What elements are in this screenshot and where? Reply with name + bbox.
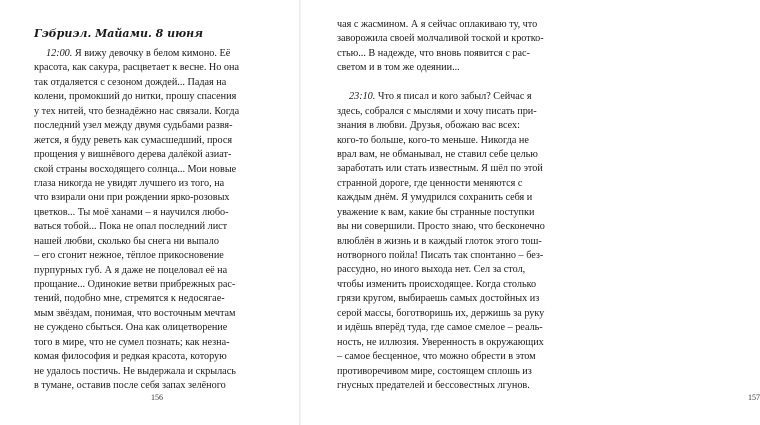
- text-line: [337, 235, 567, 249]
- text-line: [337, 61, 567, 75]
- line-text: светом и в том же одеянии...: [337, 62, 460, 74]
- line-text: не удалось постичь. Не выдержала и скрылась: [34, 365, 236, 377]
- line-text: последний узел между двумя судьбами развя-: [34, 120, 233, 132]
- text-line: [34, 177, 280, 191]
- line-text: не суждено сбыться. Она как олицетворение: [34, 322, 228, 334]
- line-text: Что я писал и кого забыл? Сейчас я: [375, 91, 532, 103]
- text-line: [34, 148, 280, 162]
- left-page-text: [34, 47, 280, 394]
- line-text: что взирали они при рождении ярко-розовых: [34, 192, 230, 204]
- line-text: гнусных предателей и бессовестных лгунов.: [337, 379, 530, 391]
- chapter-header: Гэбриэл. Майами. 8 июня: [34, 27, 203, 40]
- text-line: [337, 220, 567, 234]
- line-text: нотворного пойла! Писать так спонтанно – без-: [337, 250, 544, 261]
- time-stamp: 23:10.: [349, 91, 376, 103]
- line-text: – самое бесценное, что можно обрести в этом: [337, 351, 536, 363]
- line-text: стью... В надежде, что вновь появится с рас-: [337, 47, 530, 59]
- text-line: [337, 379, 567, 393]
- line-text: колени, промокший до нитки, прошу спасения: [34, 91, 237, 103]
- text-line: [34, 76, 280, 90]
- line-text: и идёшь вперёд туда, где самое смелое – реаль-: [337, 322, 543, 334]
- line-text: нашей любви, сколько бы снега ни выпало: [34, 235, 219, 247]
- text-line: [337, 292, 567, 306]
- text-line: [337, 134, 567, 148]
- line-text: чтобы изменить происходящее. Когда столько: [337, 278, 537, 290]
- line-text: заработать или стать известным. Я шёл по этой: [337, 163, 543, 175]
- text-line: [337, 18, 567, 32]
- text-line: [337, 191, 567, 205]
- line-text: рассудно, но иного выхода нет. Сел за стол,: [337, 264, 526, 276]
- text-line: [337, 90, 567, 104]
- text-line: [34, 90, 280, 104]
- left-page: [0, 0, 300, 425]
- line-text: красота, как сакура, расцветает к весне. Но она: [34, 62, 239, 74]
- text-line: [34, 292, 280, 306]
- text-line: [34, 119, 280, 133]
- text-line: [337, 148, 567, 162]
- line-text: странной дороге, где ценности меняются с: [337, 177, 523, 189]
- line-text: противоречивом мире, состоящем сплошь из: [337, 365, 532, 377]
- text-line: [34, 191, 280, 205]
- line-text: тений, подобно мне, стремятся к недосягае-: [34, 293, 225, 305]
- line-text: Я вижу девочку в белом кимоно. Её: [72, 48, 231, 59]
- text-line: [337, 365, 567, 379]
- text-line: [337, 177, 567, 191]
- text-line: [337, 336, 567, 350]
- text-line: [34, 379, 280, 393]
- text-line: [337, 263, 567, 277]
- page-number-right: 157: [748, 393, 760, 402]
- text-line: [337, 162, 567, 176]
- text-line: [337, 119, 567, 133]
- line-text: ваться тобой... Пока не опал последний лист: [34, 221, 228, 233]
- text-line: [34, 47, 280, 61]
- line-text: пурпурных губ. А я даже не поцеловал её на: [34, 264, 228, 276]
- line-text: серой массы, боготворишь их, держишь за руку: [337, 307, 545, 319]
- text-line: [34, 278, 280, 292]
- line-text: – его сгонит нежное, тёплое прикосновение: [34, 250, 224, 262]
- line-text: того в мире, что не сумел познать; как незна-: [34, 336, 230, 348]
- line-text: цветков... Ты моё ханами – я научился любо-: [34, 206, 229, 218]
- text-line: [34, 307, 280, 321]
- text-line: [34, 235, 280, 249]
- text-line: [337, 47, 567, 61]
- line-text: здесь, собрался с мыслями и хочу писать при-: [337, 105, 537, 117]
- page-number-left: 156: [151, 393, 163, 402]
- line-text: комая философия и редкая красота, которую: [34, 351, 227, 363]
- text-line: [34, 61, 280, 75]
- line-text: уважение к вам, какие бы странные поступки: [337, 206, 535, 218]
- line-text: ской страны восходящего солнца... Мои новые: [34, 163, 237, 175]
- text-line: [34, 105, 280, 119]
- line-text: мым звёздам, понимая, что восточным мечтам: [34, 307, 236, 319]
- text-line: [34, 350, 280, 364]
- text-line: [34, 321, 280, 335]
- line-text: врал вам, не обманывал, не ставил себе целью: [337, 148, 538, 160]
- text-line: [337, 321, 567, 335]
- text-line: [34, 220, 280, 234]
- text-line: [337, 350, 567, 364]
- text-line: [34, 134, 280, 148]
- line-text: грязи кругом, выбираешь самых достойных из: [337, 293, 540, 305]
- line-text: жется, я буду реветь как сумасшедший, прося: [34, 134, 233, 146]
- text-line: [337, 249, 567, 263]
- line-text: глаза никогда не увидят лучшего из того, на: [34, 177, 225, 189]
- text-line: [34, 264, 280, 278]
- text-line: [34, 365, 280, 379]
- text-line: [34, 206, 280, 220]
- line-text: прощание... Одинокие ветви прибрежных рас-: [34, 279, 236, 290]
- line-text: влюблён в жизнь и в каждый глоток этого тош-: [337, 235, 542, 247]
- text-line: [337, 32, 567, 46]
- text-line: [337, 105, 567, 119]
- line-text: у тех нитей, что безнадёжно нас связали. Когда: [34, 105, 240, 117]
- line-text: заворожила своей молчаливой тоской и кротко-: [337, 33, 544, 45]
- text-line: [34, 249, 280, 263]
- text-line: [337, 307, 567, 321]
- line-text: вы ни совершили. Просто знаю, что бесконечно: [337, 221, 545, 233]
- line-text: так отдаляется с сезоном дождей... Падая на: [34, 76, 227, 88]
- line-text: каждым днём. Я умудрился сохранить себя и: [337, 192, 533, 204]
- line-text: знания в любви. Друзья, обожаю вас всех:: [337, 120, 520, 132]
- time-stamp: 12:00.: [46, 48, 73, 59]
- text-line: [34, 163, 280, 177]
- text-line: [34, 336, 280, 350]
- text-line: [337, 76, 567, 90]
- line-text: в тумане, оставив после себя запах зелёного: [34, 380, 226, 392]
- line-text: прощения у вишнёвого дерева далёкой азиат-: [34, 149, 232, 161]
- line-text: кого-то больше, кого-то меньше. Никогда не: [337, 134, 529, 146]
- line-text: чая с жасмином. А я сейчас оплакиваю ту, что: [337, 19, 538, 30]
- text-line: [337, 278, 567, 292]
- text-line: [337, 206, 567, 220]
- right-page-text: [337, 18, 567, 393]
- line-text: ность, не иллюзия. Уверенность в окружающих: [337, 336, 544, 348]
